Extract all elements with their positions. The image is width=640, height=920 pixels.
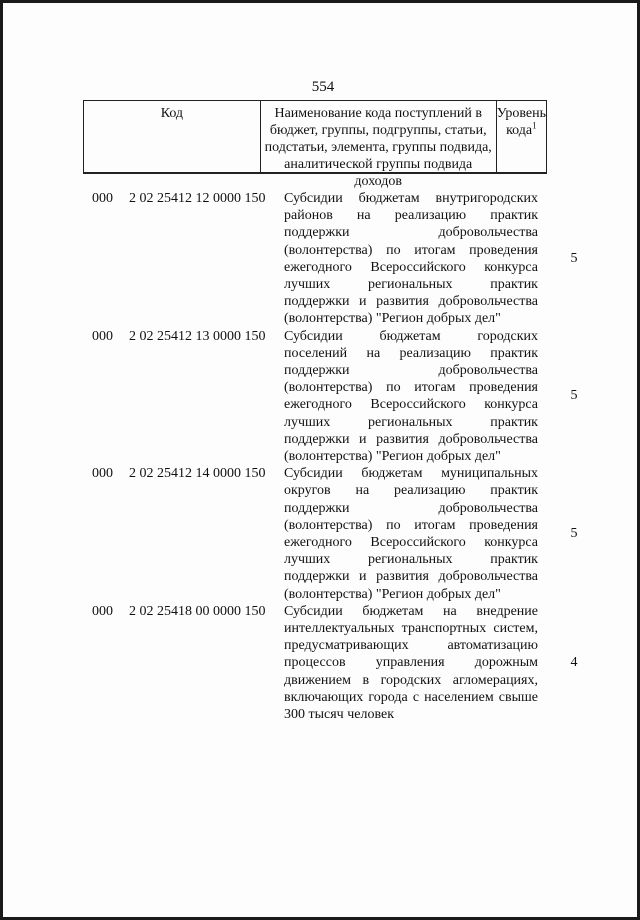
header-level-footnote: 1 xyxy=(532,120,537,131)
row-admin-code: 000 xyxy=(92,328,113,344)
row-income-code: 2 02 25412 12 0000 150 xyxy=(129,191,266,206)
header-level xyxy=(497,101,546,172)
row-name: Субсидии бюджетам городских поселений на реализацию практик поддержки добровольчества (волонтерства) по итогам проведения ежегодного Всероссийского конкурса лучших региональных практик поддержки и развития добровольчества (волонтерства) "Регион добрых дел" xyxy=(284,328,538,465)
header-name: Наименование кода поступлений в бюджет, группы, подгруппы, статьи, подстатьи, элемента, группы подвида, аналитической группы подвида доходов xyxy=(261,101,497,172)
row-income-code: 2 02 25412 13 0000 150 xyxy=(129,328,266,344)
row-admin-code: 000 xyxy=(92,603,113,619)
header-level-text: Уровень кода xyxy=(496,106,546,138)
table-row xyxy=(3,328,640,466)
row-income-code: 2 02 25418 00 0000 150 xyxy=(129,603,266,619)
row-income-code: 2 02 25412 14 0000 150 xyxy=(129,466,266,482)
row-admin-code: 000 xyxy=(92,466,113,482)
header-code: Код xyxy=(84,101,261,172)
table-row xyxy=(3,465,640,603)
table-row xyxy=(3,190,640,328)
row-level: 4 xyxy=(570,655,578,671)
row-name: Субсидии бюджетам внутригородских районов на реализацию практик поддержки добровольчества (волонтерства) по итогам проведения ежегодного Всероссийского конкурса лучших региональных практик поддержки и развития добровольчества (волонтерства) "Регион добрых дел" xyxy=(284,191,538,327)
page-number: 554 xyxy=(311,79,335,95)
row-name: Субсидии бюджетам муниципальных округов на реализацию практик поддержки добровольчества (волонтерства) по итогам проведения ежегодного Всероссийского конкурса лучших региональных практик поддержки и развития добровольчества (волонтерства) "Регион добрых дел" xyxy=(284,466,538,602)
row-admin-code: 000 xyxy=(92,191,113,206)
table-row xyxy=(3,603,640,723)
row-level: 5 xyxy=(570,526,578,542)
row-level: 5 xyxy=(570,250,578,266)
table-body xyxy=(3,190,640,723)
row-name: Субсидии бюджетам на внедрение интеллектуальных транспортных систем, предусматривающих автоматизацию процессов управления дорожным движением в городских агломерациях, включающих города с населением свыше 300 тысяч человек xyxy=(284,603,538,723)
table-header xyxy=(83,100,547,189)
header-divider xyxy=(83,172,547,174)
row-level: 5 xyxy=(570,388,578,404)
